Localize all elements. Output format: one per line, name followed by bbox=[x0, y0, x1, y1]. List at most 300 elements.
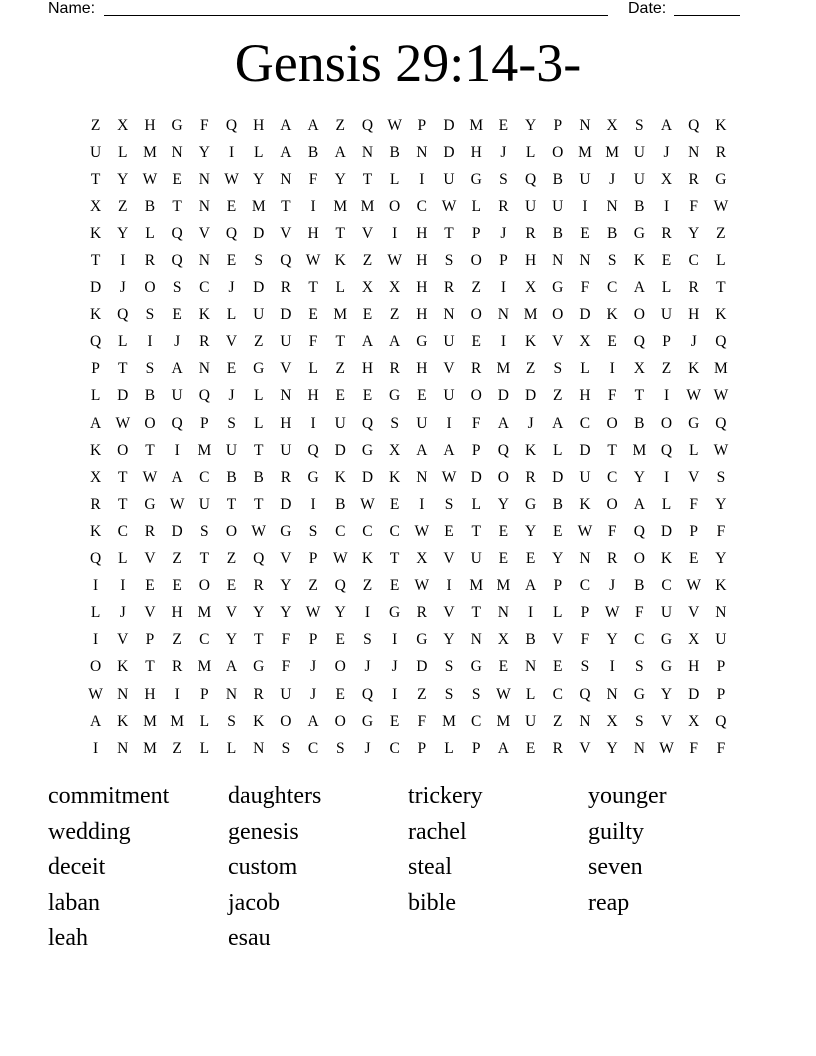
grid-letter: N bbox=[280, 387, 292, 405]
grid-letter: S bbox=[635, 658, 644, 676]
grid-letter: U bbox=[524, 197, 537, 215]
grid-letter: K bbox=[334, 468, 346, 486]
grid-letter: L bbox=[118, 143, 128, 161]
grid-letter: U bbox=[660, 306, 673, 324]
grid-row bbox=[82, 546, 735, 573]
grid-letter: N bbox=[606, 197, 618, 215]
grid-letter: O bbox=[660, 414, 673, 432]
grid-letter: Q bbox=[334, 577, 346, 595]
grid-letter: A bbox=[307, 116, 319, 134]
grid-letter: P bbox=[417, 116, 427, 134]
grid-letter: S bbox=[553, 360, 563, 378]
grid-letter: H bbox=[579, 387, 591, 405]
grid-row bbox=[82, 302, 735, 329]
grid-letter: P bbox=[716, 658, 726, 676]
grid-letter: M bbox=[632, 441, 647, 459]
grid-letter: G bbox=[470, 170, 482, 188]
grid-letter: U bbox=[334, 414, 346, 432]
grid-letter: F bbox=[417, 712, 427, 730]
grid-letter: L bbox=[580, 360, 590, 378]
grid-letter: G bbox=[715, 170, 727, 188]
grid-letter: F bbox=[607, 387, 617, 405]
grid-letter: A bbox=[280, 143, 292, 161]
grid-letter: N bbox=[198, 252, 210, 270]
grid-letter: X bbox=[633, 360, 645, 378]
grid-letter: Z bbox=[308, 577, 318, 595]
grid-letter: K bbox=[688, 360, 700, 378]
grid-letter: C bbox=[199, 279, 210, 297]
grid-letter: W bbox=[604, 604, 620, 622]
grid-letter: I bbox=[419, 495, 425, 513]
grid-letter: R bbox=[253, 685, 264, 703]
grid-letter: T bbox=[226, 495, 237, 513]
grid-letter: J bbox=[228, 279, 235, 297]
grid-letter: O bbox=[334, 658, 346, 676]
grid-letter: H bbox=[416, 224, 428, 242]
grid-letter: N bbox=[225, 685, 238, 703]
grid-letter: K bbox=[524, 441, 537, 459]
grid-letter: V bbox=[144, 550, 156, 568]
grid-letter: C bbox=[416, 197, 428, 215]
grid-letter: Z bbox=[226, 550, 237, 568]
grid-letter: G bbox=[633, 224, 645, 242]
grid-letter: R bbox=[498, 197, 509, 215]
grid-letter: U bbox=[89, 143, 102, 161]
grid-row bbox=[82, 275, 735, 302]
grid-letter: P bbox=[716, 685, 726, 703]
grid-letter: W bbox=[360, 495, 375, 513]
grid-letter: Y bbox=[524, 522, 537, 540]
grid-letter: L bbox=[471, 197, 481, 215]
grid-letter: Z bbox=[471, 279, 481, 297]
grid-letter: N bbox=[579, 550, 591, 568]
grid-letter: Z bbox=[118, 197, 128, 215]
grid-letter: E bbox=[172, 577, 182, 595]
grid-letter: V bbox=[443, 604, 455, 622]
grid-letter: E bbox=[226, 360, 237, 378]
grid-letter: P bbox=[580, 604, 590, 622]
grid-letter: E bbox=[389, 577, 400, 595]
grid-letter: P bbox=[91, 360, 100, 378]
grid-letter: M bbox=[714, 360, 728, 378]
grid-letter: Z bbox=[716, 224, 726, 242]
grid-letter: K bbox=[579, 495, 591, 513]
grid-letter: D bbox=[497, 387, 509, 405]
grid-letter: T bbox=[118, 495, 128, 513]
grid-letter: S bbox=[580, 658, 590, 676]
grid-letter: B bbox=[144, 387, 156, 405]
grid-letter: D bbox=[552, 468, 564, 486]
grid-letter: K bbox=[715, 306, 727, 324]
grid-letter: M bbox=[333, 306, 348, 324]
grid-letter: I bbox=[310, 197, 316, 215]
grid-letter: A bbox=[389, 333, 401, 351]
grid-letter: F bbox=[635, 604, 644, 622]
grid-letter: U bbox=[171, 387, 183, 405]
grid-letter: G bbox=[253, 360, 265, 378]
grid-letter: H bbox=[144, 116, 156, 134]
grid-letter: S bbox=[471, 685, 481, 703]
grid-letter: P bbox=[499, 252, 508, 270]
grid-letter: R bbox=[144, 522, 156, 540]
grid-letter: V bbox=[225, 604, 238, 622]
grid-letter: E bbox=[226, 252, 237, 270]
grid-letter: X bbox=[660, 170, 673, 188]
grid-letter: S bbox=[499, 170, 508, 188]
grid-letter: S bbox=[335, 739, 345, 757]
grid-letter: I bbox=[120, 252, 126, 270]
grid-letter: D bbox=[280, 306, 292, 324]
grid-letter: C bbox=[606, 468, 618, 486]
grid-letter: I bbox=[446, 414, 452, 432]
grid-letter: I bbox=[528, 604, 534, 622]
grid-letter: I bbox=[663, 387, 670, 405]
grid-letter: D bbox=[280, 495, 292, 513]
grid-row bbox=[82, 356, 735, 383]
grid-letter: N bbox=[416, 468, 428, 486]
grid-letter: U bbox=[715, 631, 727, 649]
grid-letter: Y bbox=[117, 170, 129, 188]
grid-letter: D bbox=[89, 279, 102, 297]
grid-letter: P bbox=[417, 739, 427, 757]
grid-letter: M bbox=[360, 197, 375, 215]
grid-letter: M bbox=[143, 712, 157, 730]
grid-letter: Z bbox=[525, 360, 536, 378]
grid-letter: M bbox=[605, 143, 620, 161]
grid-row bbox=[82, 681, 735, 708]
grid-letter: O bbox=[552, 143, 564, 161]
word-list-item: younger bbox=[588, 783, 667, 809]
grid-letter: O bbox=[470, 306, 482, 324]
grid-letter: L bbox=[471, 495, 481, 513]
grid-letter: N bbox=[470, 631, 482, 649]
grid-letter: E bbox=[362, 387, 373, 405]
grid-letter: Q bbox=[633, 333, 645, 351]
grid-letter: H bbox=[688, 306, 700, 324]
grid-letter: T bbox=[145, 658, 155, 676]
grid-letter: Z bbox=[362, 252, 373, 270]
grid-letter: Z bbox=[172, 631, 182, 649]
grid-letter: R bbox=[280, 468, 292, 486]
grid-letter: P bbox=[471, 441, 481, 459]
grid-letter: N bbox=[579, 712, 591, 730]
grid-letter: K bbox=[715, 116, 727, 134]
grid-letter: M bbox=[496, 577, 511, 595]
grid-letter: S bbox=[254, 252, 264, 270]
grid-letter: B bbox=[525, 631, 536, 649]
grid-letter: X bbox=[579, 333, 591, 351]
grid-letter: H bbox=[416, 279, 428, 297]
grid-letter: X bbox=[117, 116, 129, 134]
grid-letter: F bbox=[580, 279, 590, 297]
grid-letter: I bbox=[500, 333, 506, 351]
grid-letter: Q bbox=[497, 441, 509, 459]
grid-letter: V bbox=[688, 604, 700, 622]
grid-letter: Q bbox=[225, 224, 238, 242]
grid-letter: G bbox=[470, 658, 482, 676]
grid-letter: X bbox=[688, 631, 700, 649]
grid-row bbox=[82, 518, 735, 545]
grid-letter: V bbox=[579, 739, 591, 757]
grid-letter: T bbox=[90, 170, 101, 188]
grid-letter: R bbox=[389, 360, 400, 378]
grid-letter: W bbox=[713, 387, 729, 405]
grid-letter: V bbox=[280, 224, 292, 242]
grid-letter: E bbox=[553, 658, 563, 676]
grid-letter: A bbox=[361, 333, 374, 351]
grid-letter: U bbox=[280, 685, 292, 703]
grid-letter: G bbox=[389, 604, 401, 622]
grid-letter: J bbox=[500, 224, 507, 242]
grid-letter: W bbox=[332, 550, 348, 568]
grid-letter: R bbox=[525, 468, 536, 486]
grid-letter: M bbox=[197, 441, 212, 459]
grid-letter: Z bbox=[90, 116, 101, 134]
grid-letter: M bbox=[442, 712, 456, 730]
grid-letter: O bbox=[470, 387, 482, 405]
grid-letter: S bbox=[145, 306, 155, 324]
grid-letter: R bbox=[688, 279, 699, 297]
grid-letter: Y bbox=[225, 631, 238, 649]
grid-letter: N bbox=[579, 252, 591, 270]
grid-letter: E bbox=[688, 550, 699, 568]
grid-letter: N bbox=[416, 143, 428, 161]
grid-letter: Y bbox=[688, 224, 700, 242]
grid-letter: H bbox=[171, 604, 183, 622]
grid-letter: K bbox=[334, 252, 346, 270]
grid-letter: N bbox=[579, 116, 591, 134]
word-list-item: trickery bbox=[408, 783, 483, 809]
grid-letter: D bbox=[416, 658, 428, 676]
grid-letter: F bbox=[580, 631, 590, 649]
grid-letter: N bbox=[552, 252, 564, 270]
grid-letter: M bbox=[469, 116, 484, 134]
grid-letter: T bbox=[471, 522, 481, 540]
grid-letter: S bbox=[227, 414, 236, 432]
grid-letter: Q bbox=[89, 333, 102, 351]
grid-letter: K bbox=[389, 468, 401, 486]
grid-letter: K bbox=[89, 306, 102, 324]
grid-letter: T bbox=[199, 550, 210, 568]
grid-letter: E bbox=[145, 577, 155, 595]
grid-letter: C bbox=[688, 252, 699, 270]
grid-letter: Y bbox=[606, 739, 618, 757]
grid-letter: V bbox=[552, 333, 564, 351]
grid-letter: C bbox=[199, 631, 210, 649]
grid-letter: G bbox=[171, 116, 183, 134]
grid-row bbox=[82, 437, 735, 464]
grid-letter: M bbox=[333, 197, 348, 215]
grid-letter: I bbox=[228, 143, 235, 161]
grid-letter: U bbox=[552, 197, 564, 215]
word-list-item: guilty bbox=[588, 818, 645, 845]
grid-letter: M bbox=[251, 197, 266, 215]
grid-row bbox=[82, 491, 735, 518]
grid-letter: Q bbox=[715, 414, 727, 432]
grid-letter: X bbox=[606, 116, 618, 134]
grid-letter: X bbox=[416, 550, 428, 568]
grid-letter: V bbox=[280, 550, 292, 568]
grid-letter: J bbox=[310, 685, 317, 703]
grid-letter: Z bbox=[389, 306, 400, 324]
grid-letter: K bbox=[633, 252, 645, 270]
grid-letter: I bbox=[419, 170, 425, 188]
grid-letter: G bbox=[688, 414, 700, 432]
grid-letter: B bbox=[389, 143, 400, 161]
grid-row bbox=[82, 627, 735, 654]
grid-letter: S bbox=[635, 712, 644, 730]
grid-letter: S bbox=[390, 414, 399, 432]
grid-letter: F bbox=[281, 631, 291, 649]
grid-letter: L bbox=[226, 306, 237, 324]
grid-letter: X bbox=[389, 279, 401, 297]
grid-letter: L bbox=[226, 739, 237, 757]
grid-letter: T bbox=[362, 170, 373, 188]
grid-letter: G bbox=[361, 441, 374, 459]
header bbox=[48, 0, 744, 18]
grid-letter: Y bbox=[334, 170, 346, 188]
grid-letter: X bbox=[89, 468, 102, 486]
grid-letter: N bbox=[171, 143, 183, 161]
grid-letter: I bbox=[310, 495, 316, 513]
grid-letter: W bbox=[414, 577, 430, 595]
word-list-item: bible bbox=[408, 889, 456, 916]
grid-letter: I bbox=[93, 631, 99, 649]
grid-row bbox=[82, 247, 735, 274]
grid-letter: N bbox=[443, 306, 455, 324]
grid-row bbox=[82, 329, 735, 356]
grid-letter: E bbox=[362, 306, 373, 324]
grid-letter: A bbox=[171, 360, 183, 378]
grid-letter: P bbox=[145, 631, 155, 649]
grid-letter: M bbox=[496, 712, 511, 730]
date-label: Date: bbox=[628, 0, 667, 17]
grid-letter: L bbox=[90, 387, 101, 405]
grid-letter: A bbox=[497, 414, 509, 432]
grid-letter: R bbox=[280, 279, 292, 297]
grid-letter: Y bbox=[334, 604, 346, 622]
grid-letter: H bbox=[307, 224, 319, 242]
grid-letter: Y bbox=[253, 170, 265, 188]
grid-letter: P bbox=[471, 224, 481, 242]
grid-letter: Y bbox=[633, 468, 645, 486]
grid-letter: S bbox=[444, 685, 454, 703]
grid-letter: U bbox=[416, 414, 428, 432]
grid-letter: D bbox=[443, 116, 455, 134]
grid-letter: Y bbox=[715, 495, 727, 513]
grid-letter: W bbox=[88, 685, 103, 703]
grid-letter: K bbox=[198, 306, 210, 324]
grid-letter: U bbox=[443, 387, 455, 405]
grid-letter: P bbox=[200, 685, 209, 703]
word-list-item: genesis bbox=[228, 818, 299, 845]
grid-letter: F bbox=[689, 495, 699, 513]
grid-letter: U bbox=[253, 306, 265, 324]
grid-letter: I bbox=[147, 333, 153, 351]
grid-letter: T bbox=[607, 441, 617, 459]
grid-letter: J bbox=[527, 414, 534, 432]
grid-letter: O bbox=[497, 468, 509, 486]
grid-letter: V bbox=[660, 712, 673, 730]
grid-letter: C bbox=[471, 712, 482, 730]
grid-row bbox=[82, 112, 735, 139]
grid-letter: B bbox=[634, 197, 645, 215]
grid-letter: N bbox=[198, 197, 210, 215]
grid-letter: Z bbox=[553, 387, 563, 405]
grid-letter: K bbox=[89, 522, 102, 540]
grid-letter: I bbox=[663, 468, 670, 486]
grid-letter: V bbox=[361, 224, 374, 242]
grid-letter: I bbox=[174, 685, 180, 703]
grid-letter: J bbox=[609, 577, 616, 595]
grid-letter: Z bbox=[335, 360, 346, 378]
grid-letter: K bbox=[606, 306, 618, 324]
grid-letter: R bbox=[171, 658, 183, 676]
grid-letter: I bbox=[93, 577, 99, 595]
grid-letter: S bbox=[281, 739, 291, 757]
grid-letter: W bbox=[441, 197, 457, 215]
word-list-item: leah bbox=[48, 925, 88, 951]
grid-letter: K bbox=[89, 441, 102, 459]
grid-letter: W bbox=[387, 116, 402, 134]
grid-letter: W bbox=[251, 522, 267, 540]
grid-letter: G bbox=[389, 387, 401, 405]
grid-letter: Q bbox=[524, 170, 537, 188]
grid-letter: L bbox=[90, 604, 101, 622]
grid-letter: W bbox=[142, 468, 158, 486]
grid-letter: A bbox=[171, 468, 183, 486]
grid-row bbox=[82, 139, 735, 166]
grid-row bbox=[82, 166, 735, 193]
grid-letter: F bbox=[716, 522, 726, 540]
grid-letter: V bbox=[443, 360, 455, 378]
grid-letter: L bbox=[253, 143, 264, 161]
grid-letter: A bbox=[633, 495, 645, 513]
grid-letter: Y bbox=[606, 631, 618, 649]
grid-letter: E bbox=[498, 522, 509, 540]
grid-letter: F bbox=[716, 739, 726, 757]
grid-letter: P bbox=[308, 550, 318, 568]
grid-letter: L bbox=[389, 170, 400, 188]
grid-letter: O bbox=[225, 522, 238, 540]
word-list-item: rachel bbox=[408, 818, 467, 845]
grid-letter: Q bbox=[89, 550, 102, 568]
grid-letter: U bbox=[443, 170, 455, 188]
grid-letter: P bbox=[689, 522, 699, 540]
grid-letter: Z bbox=[661, 360, 672, 378]
grid-letter: O bbox=[89, 658, 102, 676]
grid-letter: A bbox=[552, 414, 564, 432]
grid-letter: A bbox=[225, 658, 238, 676]
grid-letter: Q bbox=[361, 414, 374, 432]
grid-letter: L bbox=[199, 712, 210, 730]
grid-letter: N bbox=[633, 739, 645, 757]
grid-letter: H bbox=[307, 387, 319, 405]
grid-letter: V bbox=[225, 333, 238, 351]
grid-letter: C bbox=[335, 522, 346, 540]
grid-letter: T bbox=[308, 279, 318, 297]
grid-letter: E bbox=[335, 685, 346, 703]
grid-letter: E bbox=[226, 577, 237, 595]
grid-letter: Y bbox=[280, 577, 292, 595]
grid-letter: D bbox=[361, 468, 374, 486]
grid-letter: F bbox=[281, 658, 291, 676]
grid-letter: L bbox=[145, 224, 155, 242]
grid-letter: R bbox=[416, 604, 428, 622]
grid-letter: G bbox=[361, 712, 374, 730]
grid-letter: V bbox=[443, 550, 455, 568]
grid-letter: R bbox=[715, 143, 727, 161]
